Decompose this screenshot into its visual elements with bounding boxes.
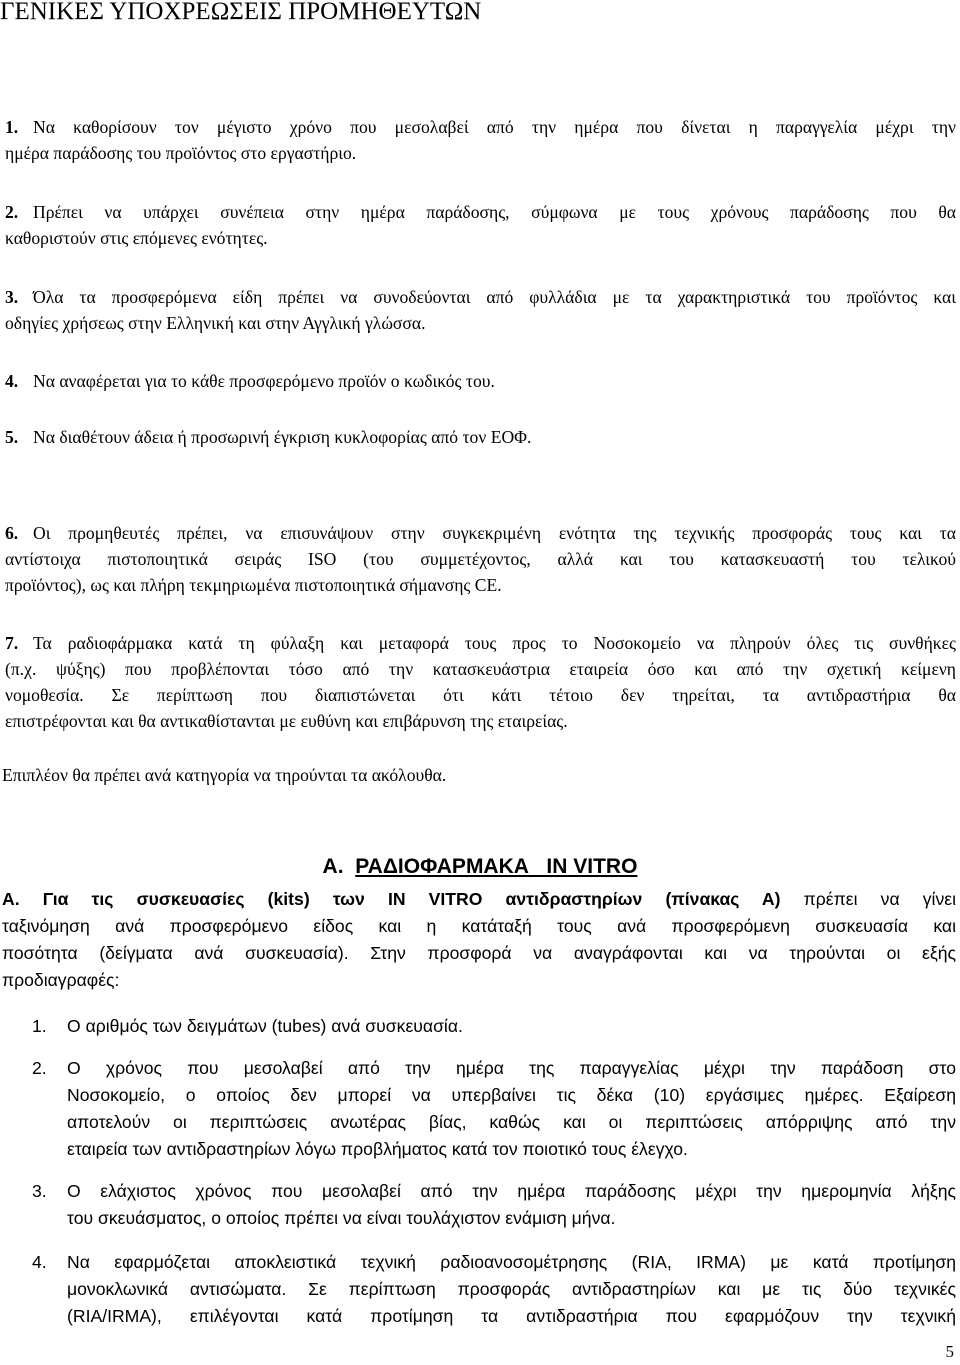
item-number: 4. [5,371,19,391]
item-text-line: Οι προμηθευτές πρέπει, να επισυνάψουν στην συγκεκριμένη ενότητα της τεχνικής προσφοράς τους και τα [33,523,956,543]
item-text-line: Τα ραδιοφάρμακα κατά τη φύλαξη και μεταφορά τους προς το Νοσοκομείο να πληρούν όλες τις συνθήκες [33,633,956,653]
item-number: 5. [5,427,19,447]
spec-item-3 [32,1178,956,1232]
spec-text-line: αποτελούν οι περιπτώσεις ανωτέρας βίας, καθώς και οι περιπτώσεις απόρριψης από την [67,1112,956,1132]
spec-text-line: εταιρεία των αντιδραστηρίων λόγω προβλήματος κατά τον ποιοτικό τους έλεγχο. [67,1139,688,1159]
item-text-rest: καθοριστούν στις επόμενες ενότητες. [5,228,268,248]
intro-text: πρέπει να γίνει [803,889,956,909]
spec-text-line: (RIA/IRMA), επιλέγονται κατά προτίμηση τα αντιδραστήρια που εφαρμόζουν την τεχνική [67,1306,956,1326]
spec-number: 3. [32,1181,47,1201]
intro-text: ποσότητα (δείγματα ανά συσκευασία). Στην προσφορά να αναγράφονται και να τηρούνται οι εξής [2,943,956,963]
item-text-line: Όλα τα προσφερόμενα είδη πρέπει να συνοδεύονται από φυλλάδια με τα χαρακτηριστικά του προϊόντος και [33,287,956,307]
general-item-7 [5,630,956,734]
item-text-rest: οδηγίες χρήσεως στην Ελληνική και στην Αγγλική γλώσσα. [5,313,426,333]
page-number: 5 [945,1342,954,1361]
intro-text: ταξινόμηση ανά προσφερόμενο είδος και η κατάταξή τους ανά προσφερόμενη συσκευασία και [2,916,956,936]
spec-number: 2. [32,1058,47,1078]
spec-text-line: Νοσοκομείο, ο οποίος δεν μπορεί να υπερβαίνει τις δέκα (10) εργάσιμες ημέρες. Εξαίρεση [67,1085,956,1105]
spec-item-2 [32,1055,956,1163]
spec-item-4 [32,1249,956,1330]
section-title: ΡΑΔΙΟΦΑΡΜΑΚΑ IN VITRO [355,855,638,878]
general-item-1 [5,114,956,166]
spec-text-line: του σκευάσματος, ο οποίος πρέπει να είναι τουλάχιστον ενάμιση μήνα. [67,1208,616,1228]
item-text-rest: επιστρέφονται και θα αντικαθίστανται με ευθύνη και επιβάρυνση της εταιρείας. [5,711,568,731]
item-number: 1. [5,117,19,137]
page-title: ΓΕΝΙΚΕΣ ΥΠΟΧΡΕΩΣΕΙΣ ΠΡΟΜΗΘΕΥΤΩΝ [0,0,482,25]
item-text-line: αντίστοιχα πιστοποιητικά σειράς ISO (του συμμετέχοντος, αλλά και του κατασκευαστή του τελικού [5,549,956,569]
spec-text-line: Ο χρόνος που μεσολαβεί από την ημέρα της παραγγελίας μέχρι την παράδοση στο [67,1058,956,1078]
spec-text-line: Να εφαρμόζεται αποκλειστικά τεχνική ραδιοανοσομέτρησης (RIA, IRMA) με κατά προτίμηση [67,1252,956,1272]
general-item-4 [5,368,956,394]
item-text-line: Να καθορίσουν τον μέγιστο χρόνο που μεσολαβεί από την ημέρα που δίνεται η παραγγελία μέχρι την [33,117,956,137]
section-intro [2,886,956,994]
item-text-line: Να διαθέτουν άδεια ή προσωρινή έγκριση κυκλοφορίας από τον ΕΟΦ. [33,427,532,447]
item-text-line: Να αναφέρεται για το κάθε προσφερόμενο προϊόν ο κωδικός του. [33,371,495,391]
item-number: 7. [5,633,19,653]
item-number: 3. [5,287,19,307]
item-number: 6. [5,523,19,543]
intro-bold: Α. Για τις συσκευασίες (kits) των IN VITRO αντιδραστηρίων (πίνακας Α) [2,889,781,909]
spec-text-line: Ο ελάχιστος χρόνος που μεσολαβεί από την ημέρα παράδοσης μέχρι την ημερομηνία λήξης [67,1181,956,1201]
intro-text: προδιαγραφές: [2,970,120,990]
item-text-line: νομοθεσία. Σε περίπτωση που διαπιστώνεται ότι κάτι τέτοιο δεν τηρείται, τα αντιδραστήρια θα [5,685,956,705]
general-item-6 [5,520,956,598]
item-text-rest: ημέρα παράδοσης του προϊόντος στο εργαστήριο. [5,143,357,163]
spec-text-line: Ο αριθμός των δειγμάτων (tubes) ανά συσκευασία. [67,1016,463,1036]
additional-note: Επιπλέον θα πρέπει ανά κατηγορία να τηρούνται τα ακόλουθα. [2,765,447,785]
item-number: 2. [5,202,19,222]
section-letter: Α. [322,855,344,878]
spec-number: 1. [32,1016,47,1036]
general-item-2 [5,199,956,251]
spec-number: 4. [32,1252,47,1272]
spec-item-1 [32,1013,956,1040]
item-text-rest: προϊόντος), ως και πλήρη τεκμηριωμένα πιστοποιητικά σήμανσης CE. [5,575,502,595]
item-text-line: (π.χ. ψύξης) που προβλέπονται τόσο από την κατασκευάστρια εταιρεία όσο και από την σχετική κείμενη [5,659,956,679]
general-item-3 [5,284,956,336]
item-text-line: Πρέπει να υπάρχει συνέπεια στην ημέρα παράδοσης, σύμφωνα με τους χρόνους παράδοσης που θα [33,202,956,222]
section-heading [0,853,960,881]
spec-text-line: μονοκλωνικά αντισώματα. Σε περίπτωση προσφοράς αντιδραστηρίων και με τις δύο τεχνικές [67,1279,956,1299]
general-item-5 [5,424,956,450]
